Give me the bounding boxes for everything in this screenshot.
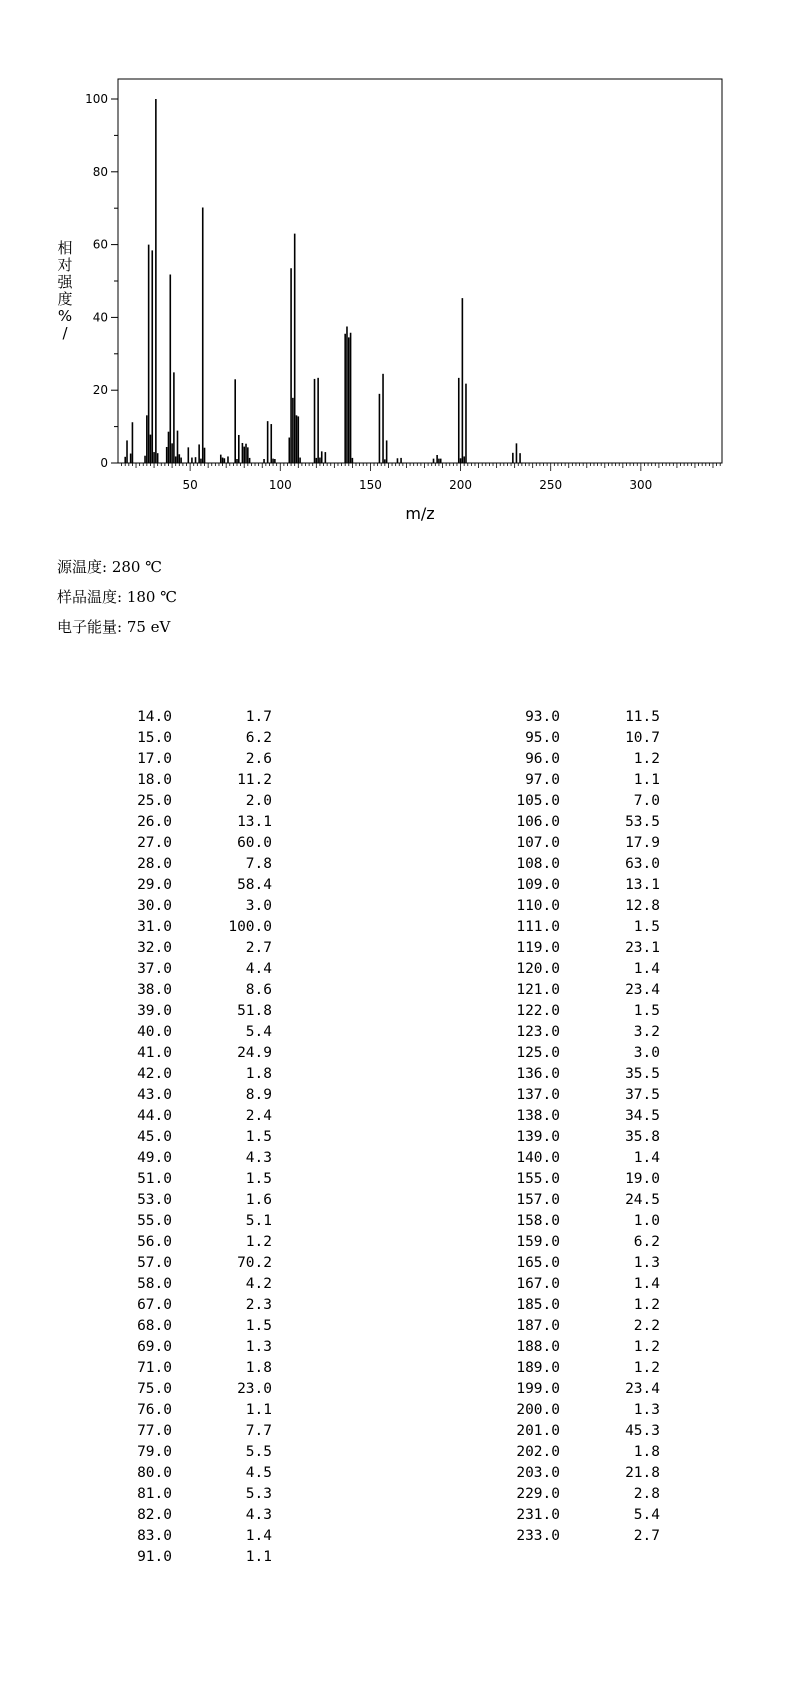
peak-row [112, 1043, 272, 1064]
peak-mz: 41.0 [137, 1045, 172, 1061]
peak-row [112, 1316, 272, 1337]
peak-row [500, 1169, 660, 1190]
peak-row [500, 833, 660, 854]
peak-row [112, 896, 272, 917]
peak-row [112, 1148, 272, 1169]
peak-abundance: 1.8 [245, 1360, 272, 1376]
peak-mz: 68.0 [137, 1318, 172, 1334]
peak-mz: 32.0 [137, 940, 172, 956]
peak-row [112, 1547, 272, 1568]
peak-abundance: 3.2 [633, 1024, 660, 1040]
peak-row [500, 1232, 660, 1253]
peak-abundance: 23.1 [625, 940, 660, 956]
peak-row [112, 1463, 272, 1484]
peak-abundance: 2.7 [633, 1528, 660, 1544]
peak-abundance: 11.2 [237, 772, 272, 788]
peak-row [112, 1442, 272, 1463]
peak-abundance: 12.8 [625, 898, 660, 914]
peak-abundance: 19.0 [625, 1171, 660, 1187]
peak-abundance: 4.5 [245, 1465, 272, 1481]
peak-mz: 189.0 [516, 1360, 560, 1376]
peak-row [112, 1400, 272, 1421]
peak-row [112, 1526, 272, 1547]
peak-row [500, 1358, 660, 1379]
peak-row [500, 980, 660, 1001]
peak-mz: 167.0 [516, 1276, 560, 1292]
peak-abundance: 37.5 [625, 1087, 660, 1103]
peak-mz: 107.0 [516, 835, 560, 851]
peak-row [112, 1169, 272, 1190]
peak-row [112, 875, 272, 896]
peak-mz: 28.0 [137, 856, 172, 872]
peak-abundance: 1.1 [633, 772, 660, 788]
y-axis-label-char: 相 [57, 239, 73, 257]
x-tick-label: 150 [358, 478, 382, 492]
peak-abundance: 2.3 [245, 1297, 272, 1313]
peak-table-right [500, 707, 660, 1547]
peak-mz: 139.0 [516, 1129, 560, 1145]
peak-abundance: 3.0 [633, 1045, 660, 1061]
peak-mz: 44.0 [137, 1108, 172, 1124]
peak-abundance: 7.7 [245, 1423, 272, 1439]
peak-row [112, 812, 272, 833]
peak-row [500, 1043, 660, 1064]
peak-mz: 159.0 [516, 1234, 560, 1250]
peak-row [112, 854, 272, 875]
peak-abundance: 3.0 [245, 898, 272, 914]
peak-abundance: 1.2 [633, 1339, 660, 1355]
peak-mz: 202.0 [516, 1444, 560, 1460]
peak-abundance: 5.5 [245, 1444, 272, 1460]
peak-row [500, 1148, 660, 1169]
peak-mz: 55.0 [137, 1213, 172, 1229]
peak-abundance: 35.5 [625, 1066, 660, 1082]
peak-abundance: 17.9 [625, 835, 660, 851]
x-tick-label: 50 [182, 478, 198, 492]
peak-mz: 31.0 [137, 919, 172, 935]
peak-abundance: 1.5 [245, 1318, 272, 1334]
peak-abundance: 1.6 [245, 1192, 272, 1208]
mass-spectrum-chart [0, 0, 794, 540]
x-tick-label: 100 [268, 478, 292, 492]
peak-row [500, 1505, 660, 1526]
y-axis-label [57, 239, 73, 342]
peak-mz: 109.0 [516, 877, 560, 893]
peak-mz: 233.0 [516, 1528, 560, 1544]
peak-mz: 122.0 [516, 1003, 560, 1019]
peak-mz: 39.0 [137, 1003, 172, 1019]
peak-mz: 106.0 [516, 814, 560, 830]
peak-mz: 76.0 [137, 1402, 172, 1418]
peak-abundance: 1.2 [245, 1234, 272, 1250]
peak-abundance: 1.1 [245, 1549, 272, 1565]
peak-abundance: 2.2 [633, 1318, 660, 1334]
peak-row [112, 749, 272, 770]
peak-abundance: 2.6 [245, 751, 272, 767]
peak-abundance: 1.3 [633, 1255, 660, 1271]
peak-mz: 58.0 [137, 1276, 172, 1292]
source-temperature: 源温度: 280 ℃ [57, 558, 163, 576]
peak-mz: 69.0 [137, 1339, 172, 1355]
peak-abundance: 21.8 [625, 1465, 660, 1481]
peak-mz: 14.0 [137, 709, 172, 725]
peak-abundance: 4.3 [245, 1150, 272, 1166]
peak-mz: 53.0 [137, 1192, 172, 1208]
peak-abundance: 1.2 [633, 751, 660, 767]
y-axis-label-char: % [57, 307, 73, 325]
x-axis [122, 463, 721, 492]
y-tick-label: 0 [100, 456, 108, 470]
peak-row [500, 1400, 660, 1421]
peak-mz: 75.0 [137, 1381, 172, 1397]
peak-abundance: 100.0 [228, 919, 272, 935]
peak-abundance: 8.6 [245, 982, 272, 998]
peak-abundance: 1.7 [245, 709, 272, 725]
peak-mz: 79.0 [137, 1444, 172, 1460]
peak-abundance: 11.5 [625, 709, 660, 725]
peak-bars [125, 99, 520, 463]
peak-mz: 80.0 [137, 1465, 172, 1481]
peak-row [500, 1211, 660, 1232]
peak-mz: 229.0 [516, 1486, 560, 1502]
peak-mz: 17.0 [137, 751, 172, 767]
peak-abundance: 4.4 [245, 961, 272, 977]
peak-row [500, 917, 660, 938]
peak-row [500, 1022, 660, 1043]
peak-mz: 71.0 [137, 1360, 172, 1376]
peak-row [500, 1127, 660, 1148]
peak-mz: 119.0 [516, 940, 560, 956]
peak-abundance: 23.4 [625, 1381, 660, 1397]
peak-row [112, 770, 272, 791]
peak-mz: 38.0 [137, 982, 172, 998]
peak-mz: 83.0 [137, 1528, 172, 1544]
peak-mz: 136.0 [516, 1066, 560, 1082]
peak-mz: 201.0 [516, 1423, 560, 1439]
peak-row [500, 791, 660, 812]
peak-abundance: 1.8 [245, 1066, 272, 1082]
peak-abundance: 1.0 [633, 1213, 660, 1229]
peak-abundance: 2.8 [633, 1486, 660, 1502]
peak-row [500, 1463, 660, 1484]
peak-abundance: 6.2 [245, 730, 272, 746]
peak-abundance: 1.2 [633, 1360, 660, 1376]
peak-row [112, 980, 272, 1001]
peak-mz: 93.0 [525, 709, 560, 725]
peak-mz: 110.0 [516, 898, 560, 914]
peak-mz: 49.0 [137, 1150, 172, 1166]
peak-abundance: 23.0 [237, 1381, 272, 1397]
peak-abundance: 1.4 [633, 961, 660, 977]
x-tick-label: 200 [449, 478, 473, 492]
peak-abundance: 35.8 [625, 1129, 660, 1145]
peak-abundance: 63.0 [625, 856, 660, 872]
peak-row [500, 728, 660, 749]
peak-mz: 97.0 [525, 772, 560, 788]
peak-row [112, 1253, 272, 1274]
peak-row [500, 1379, 660, 1400]
peak-mz: 56.0 [137, 1234, 172, 1250]
peak-mz: 43.0 [137, 1087, 172, 1103]
sample-temperature: 样品温度: 180 ℃ [57, 588, 178, 606]
peak-row [500, 812, 660, 833]
peak-row [500, 749, 660, 770]
peak-mz: 42.0 [137, 1066, 172, 1082]
peak-mz: 111.0 [516, 919, 560, 935]
x-axis-label: m/z [405, 504, 435, 523]
peak-mz: 57.0 [137, 1255, 172, 1271]
peak-abundance: 1.1 [245, 1402, 272, 1418]
peak-row [500, 1190, 660, 1211]
peak-row [112, 1421, 272, 1442]
peak-mz: 188.0 [516, 1339, 560, 1355]
peak-row [500, 896, 660, 917]
peak-mz: 45.0 [137, 1129, 172, 1145]
y-axis-label-char: 度 [57, 290, 73, 308]
peak-abundance: 58.4 [237, 877, 272, 893]
y-axis-label-char: 强 [57, 273, 73, 291]
peak-abundance: 1.4 [245, 1528, 272, 1544]
peak-mz: 18.0 [137, 772, 172, 788]
peak-row [112, 1337, 272, 1358]
peak-abundance: 1.5 [245, 1129, 272, 1145]
peak-mz: 157.0 [516, 1192, 560, 1208]
peak-abundance: 2.0 [245, 793, 272, 809]
peak-row [112, 938, 272, 959]
peak-row [500, 1001, 660, 1022]
peak-abundance: 60.0 [237, 835, 272, 851]
peak-row [112, 959, 272, 980]
peak-abundance: 2.7 [245, 940, 272, 956]
peak-mz: 77.0 [137, 1423, 172, 1439]
peak-abundance: 1.8 [633, 1444, 660, 1460]
y-axis [85, 92, 118, 470]
peak-mz: 199.0 [516, 1381, 560, 1397]
peak-row [112, 1001, 272, 1022]
y-tick-label: 40 [92, 310, 108, 325]
x-tick-label: 300 [629, 478, 653, 492]
peak-mz: 105.0 [516, 793, 560, 809]
peak-abundance: 4.2 [245, 1276, 272, 1292]
peak-row [500, 1484, 660, 1505]
peak-abundance: 1.3 [245, 1339, 272, 1355]
peak-abundance: 13.1 [237, 814, 272, 830]
peak-abundance: 4.3 [245, 1507, 272, 1523]
peak-abundance: 5.4 [245, 1024, 272, 1040]
y-axis-label-char: / [62, 324, 68, 342]
peak-row [500, 1274, 660, 1295]
peak-mz: 158.0 [516, 1213, 560, 1229]
peak-mz: 30.0 [137, 898, 172, 914]
peak-mz: 15.0 [137, 730, 172, 746]
peak-row [112, 1358, 272, 1379]
peak-mz: 120.0 [516, 961, 560, 977]
peak-abundance: 51.8 [237, 1003, 272, 1019]
peak-mz: 108.0 [516, 856, 560, 872]
peak-row [112, 833, 272, 854]
acquisition-conditions [57, 552, 177, 642]
peak-abundance: 1.2 [633, 1297, 660, 1313]
peak-abundance: 1.5 [633, 919, 660, 935]
peak-mz: 67.0 [137, 1297, 172, 1313]
peak-mz: 40.0 [137, 1024, 172, 1040]
peak-mz: 203.0 [516, 1465, 560, 1481]
peak-mz: 121.0 [516, 982, 560, 998]
peak-mz: 123.0 [516, 1024, 560, 1040]
peak-row [112, 1505, 272, 1526]
peak-mz: 29.0 [137, 877, 172, 893]
peak-abundance: 5.1 [245, 1213, 272, 1229]
peak-row [500, 1085, 660, 1106]
peak-mz: 140.0 [516, 1150, 560, 1166]
peak-abundance: 1.5 [245, 1171, 272, 1187]
peak-row [500, 1442, 660, 1463]
peak-abundance: 5.4 [633, 1507, 660, 1523]
peak-mz: 96.0 [525, 751, 560, 767]
peak-row [500, 854, 660, 875]
peak-abundance: 7.0 [633, 793, 660, 809]
peak-row [112, 1106, 272, 1127]
peak-row [112, 1211, 272, 1232]
peak-row [112, 1127, 272, 1148]
peak-row [500, 1064, 660, 1085]
peak-row [112, 1232, 272, 1253]
peak-abundance: 23.4 [625, 982, 660, 998]
peak-mz: 155.0 [516, 1171, 560, 1187]
peak-row [112, 707, 272, 728]
peak-abundance: 34.5 [625, 1108, 660, 1124]
peak-mz: 165.0 [516, 1255, 560, 1271]
peak-abundance: 1.3 [633, 1402, 660, 1418]
peak-row [112, 1295, 272, 1316]
peak-row [500, 959, 660, 980]
plot-frame [118, 79, 722, 463]
y-tick-label: 20 [92, 383, 108, 398]
peak-mz: 125.0 [516, 1045, 560, 1061]
peak-row [112, 1274, 272, 1295]
peak-abundance: 2.4 [245, 1108, 272, 1124]
peak-mz: 51.0 [137, 1171, 172, 1187]
peak-row [500, 938, 660, 959]
peak-abundance: 5.3 [245, 1486, 272, 1502]
peak-row [500, 1106, 660, 1127]
peak-table-left [112, 707, 272, 1568]
peak-row [112, 1484, 272, 1505]
y-tick-label: 60 [92, 237, 108, 252]
peak-mz: 91.0 [137, 1549, 172, 1565]
peak-row [112, 1022, 272, 1043]
peak-mz: 185.0 [516, 1297, 560, 1313]
peak-abundance: 6.2 [633, 1234, 660, 1250]
peak-row [500, 1337, 660, 1358]
y-tick-label: 80 [92, 164, 108, 179]
y-tick-label: 100 [85, 92, 108, 106]
peak-abundance: 70.2 [237, 1255, 272, 1271]
peak-abundance: 53.5 [625, 814, 660, 830]
y-axis-label-char: 对 [57, 256, 73, 274]
peak-row [112, 728, 272, 749]
peak-row [500, 1295, 660, 1316]
peak-mz: 138.0 [516, 1108, 560, 1124]
peak-row [500, 1526, 660, 1547]
peak-mz: 37.0 [137, 961, 172, 977]
peak-mz: 27.0 [137, 835, 172, 851]
peak-abundance: 1.4 [633, 1276, 660, 1292]
peak-abundance: 1.5 [633, 1003, 660, 1019]
peak-row [112, 1085, 272, 1106]
peak-row [112, 791, 272, 812]
peak-row [500, 1421, 660, 1442]
peak-mz: 137.0 [516, 1087, 560, 1103]
peak-row [500, 1253, 660, 1274]
peak-mz: 231.0 [516, 1507, 560, 1523]
peak-mz: 82.0 [137, 1507, 172, 1523]
x-tick-label: 250 [539, 478, 563, 492]
peak-row [112, 1190, 272, 1211]
peak-abundance: 45.3 [625, 1423, 660, 1439]
peak-row [112, 1064, 272, 1085]
peak-mz: 200.0 [516, 1402, 560, 1418]
peak-row [500, 707, 660, 728]
peak-abundance: 24.9 [237, 1045, 272, 1061]
peak-abundance: 10.7 [625, 730, 660, 746]
peak-abundance: 8.9 [245, 1087, 272, 1103]
peak-row [500, 1316, 660, 1337]
peak-row [500, 770, 660, 791]
peak-abundance: 13.1 [625, 877, 660, 893]
peak-mz: 26.0 [137, 814, 172, 830]
peak-row [500, 875, 660, 896]
peak-abundance: 1.4 [633, 1150, 660, 1166]
peak-mz: 187.0 [516, 1318, 560, 1334]
peak-mz: 25.0 [137, 793, 172, 809]
peak-abundance: 7.8 [245, 856, 272, 872]
peak-row [112, 917, 272, 938]
peak-abundance: 24.5 [625, 1192, 660, 1208]
peak-mz: 95.0 [525, 730, 560, 746]
peak-mz: 81.0 [137, 1486, 172, 1502]
electron-energy: 电子能量: 75 eV [57, 618, 171, 636]
peak-row [112, 1379, 272, 1400]
